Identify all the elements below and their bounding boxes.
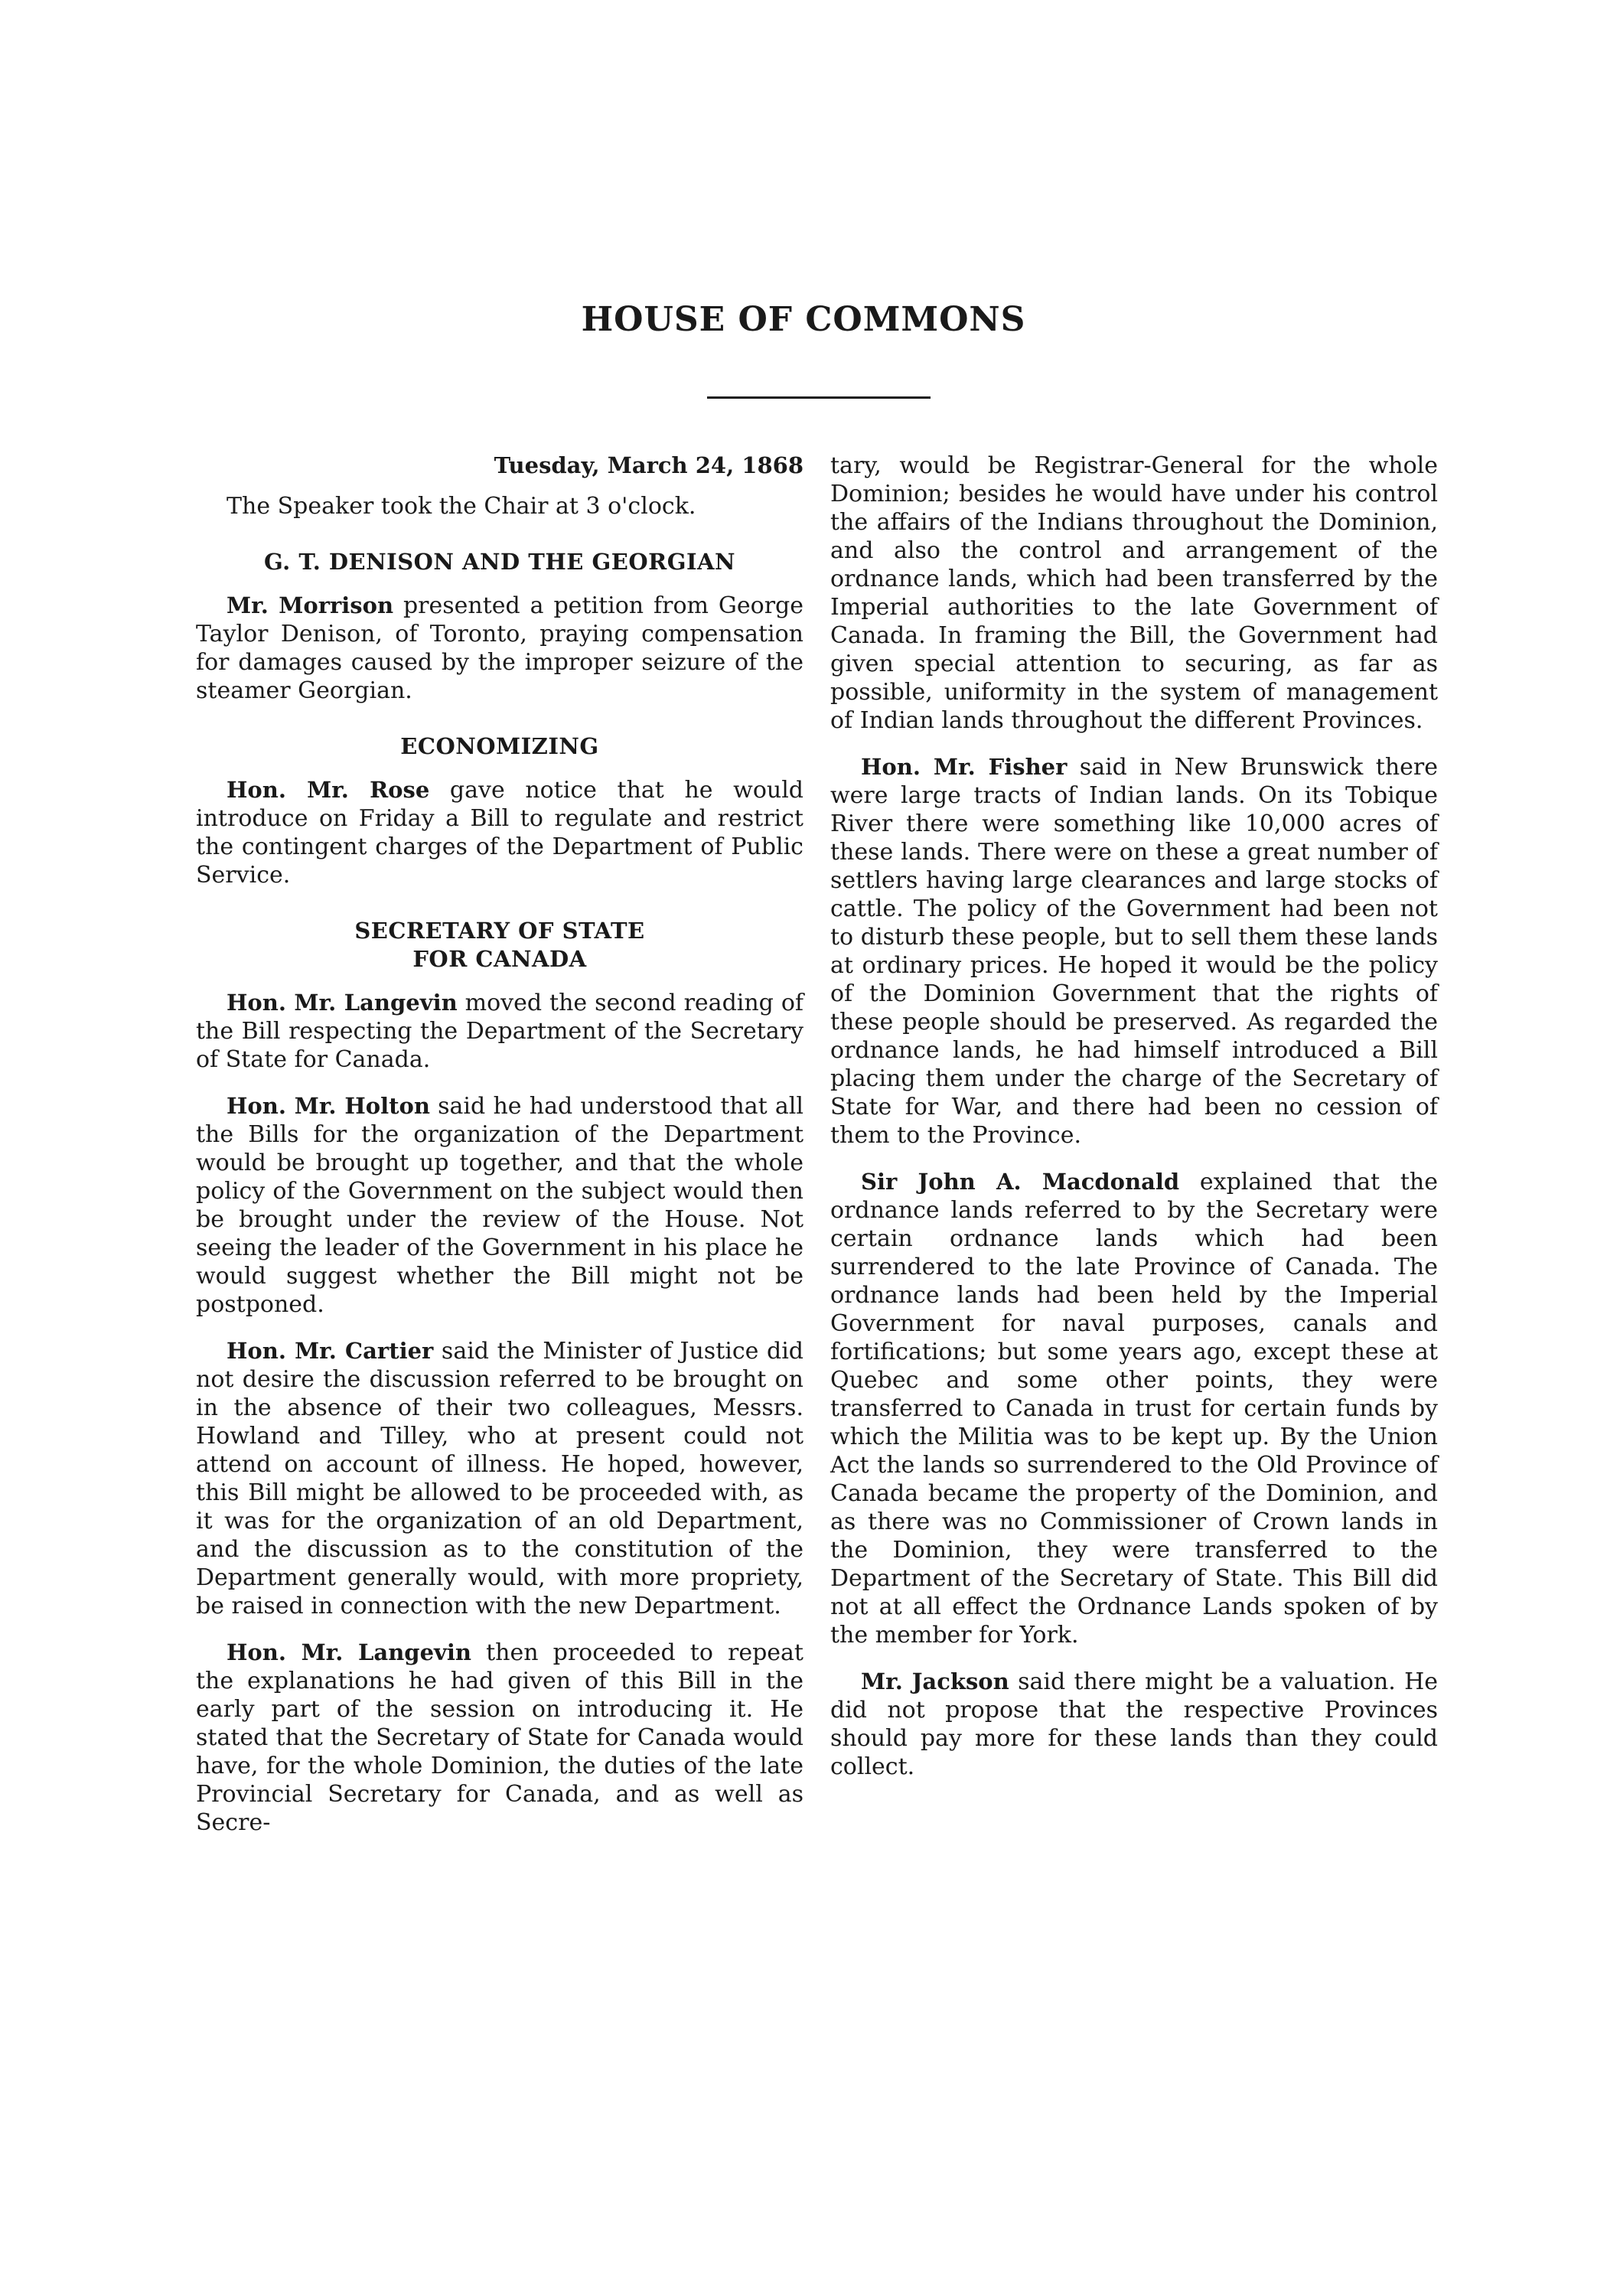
sitting-date: Tuesday, March 24, 1868 [494,452,804,478]
paragraph-macdonald [830,1168,1438,1649]
section-heading-economizing: ECONOMIZING [400,733,599,759]
heading-line: FOR CANADA [412,946,587,972]
paragraph-holton [196,1092,804,1319]
speaker-name: Hon. Mr. Langevin [227,990,458,1016]
speaker-name: Hon. Mr. Holton [227,1093,430,1119]
speaker-name: Hon. Mr. Rose [227,777,430,803]
section-heading-secretary-of-state [196,917,804,974]
heading-line: SECRETARY OF STATE [354,918,645,944]
speech-text: said there might be a valuation. He did not propose that the respective Provinces should pay more for these lands than they could collect. [830,1668,1438,1780]
speech-text: said in New Brunswick there were large tracts of Indian lands. On its Tobique River there were something like 10,000 acres of these lands. There were on these a great number of settlers having large clearances and large stocks of cattle. The policy of the Government had been not to disturb these people, but to sell them these lands at ordinary prices. He hoped it would be the policy of the Dominion Government that the rights of these people should be preserved. As regarded the ordnance lands, he had himself introduced a Bill placing them under the charge of the Secretary of State for War, and there had been no cession of them to the Province. [830,754,1438,1149]
paragraph-langevin-explanation [196,1639,804,1837]
speech-text: explained that the ordnance lands referred to by the Secretary were certain ordnance lands which had been surrendered to the late Province of Canada. The ordnance lands had been held by the Imperial Government for naval purposes, canals and fortifications; but some years ago, except these at Quebec and some other points, they were transferred to Canada in trust for certain funds by which the Militia was to be kept up. By the Union Act the lands so surrendered to the Old Province of Canada became the property of the Dominion, and as there was no Commissioner of Crown lands in the Dominion, they were transferred to the Department of the Secretary of State. This Bill did not at all effect the Ordnance Lands spoken of by the member for York. [830,1169,1438,1649]
speaker-name: Hon. Mr. Fisher [861,754,1068,780]
title-rule [707,396,931,399]
paragraph-fisher [830,753,1438,1150]
paragraph-continuation: tary, would be Registrar-General for the whole Dominion; besides he would have under his control the affairs of the Indians throughout the Dominion, and also the control and arrangement of the ordnance lands, which had been transferred by the Imperial authorities to the late Government of Canada. In framing the Bill, the Government had given special attention to securing, as far as possible, uniformity in the system of management of Indian lands throughout the different Provinces. [830,452,1438,734]
speaker-name: Mr. Jackson [861,1668,1009,1694]
right-column [830,452,1438,1799]
speech-text: then proceeded to repeat the explanations he had given of this Bill in the early part of the session on introducing it. He stated that the Secretary of State for Canada would have, for the whole Dominion, the duties of the late Provincial Secretary for Canada, and as well as Secre- [196,1639,804,1836]
paragraph-cartier [196,1337,804,1620]
speech-text: said the Minister of Justice did not desire the discussion referred to be brought on in the absence of their two colleagues, Messrs. Howland and Tilley, who at present could not attend on account of illness. He hoped, however, this Bill might be allowed to be proceeded with, as it was for the organization of an old Department, and the discussion as to the constitution of the Department generally would, with more propriety, be raised in connection with the new Department. [196,1338,804,1619]
page-title: HOUSE OF COMMONS [581,300,1026,339]
paragraph-langevin-motion [196,989,804,1074]
speech-text: moved the second reading of the Bill respecting the Department of the Secretary of State for Canada. [196,990,804,1073]
paragraph-rose-notice [196,776,804,889]
paragraph-morrison-petition [196,592,804,705]
paragraph-jackson [830,1668,1438,1781]
speech-text: gave notice that he would introduce on Friday a Bill to regulate and restrict the contingent charges of the Department of Public Service. [196,777,804,889]
chair-notice: The Speaker took the Chair at 3 o'clock. [227,493,696,520]
left-column [196,452,804,1855]
speaker-name: Hon. Mr. Langevin [227,1639,471,1665]
speaker-name: Mr. Morrison [227,592,394,618]
speaker-name: Sir John A. Macdonald [861,1169,1180,1195]
section-heading-denison: G. T. DENISON AND THE GEORGIAN [263,549,736,575]
speech-text: said he had understood that all the Bills for the organization of the Department would be brought up together, and that the whole policy of the Government on the subject would then be brought under the review of the House. Not seeing the leader of the Government in his place he would suggest whether the Bill might not be postponed. [196,1093,804,1318]
speech-text: presented a petition from George Taylor Denison, of Toronto, praying compensation for damages caused by the improper seizure of the steamer Georgian. [196,592,804,704]
speaker-name: Hon. Mr. Cartier [227,1338,434,1364]
